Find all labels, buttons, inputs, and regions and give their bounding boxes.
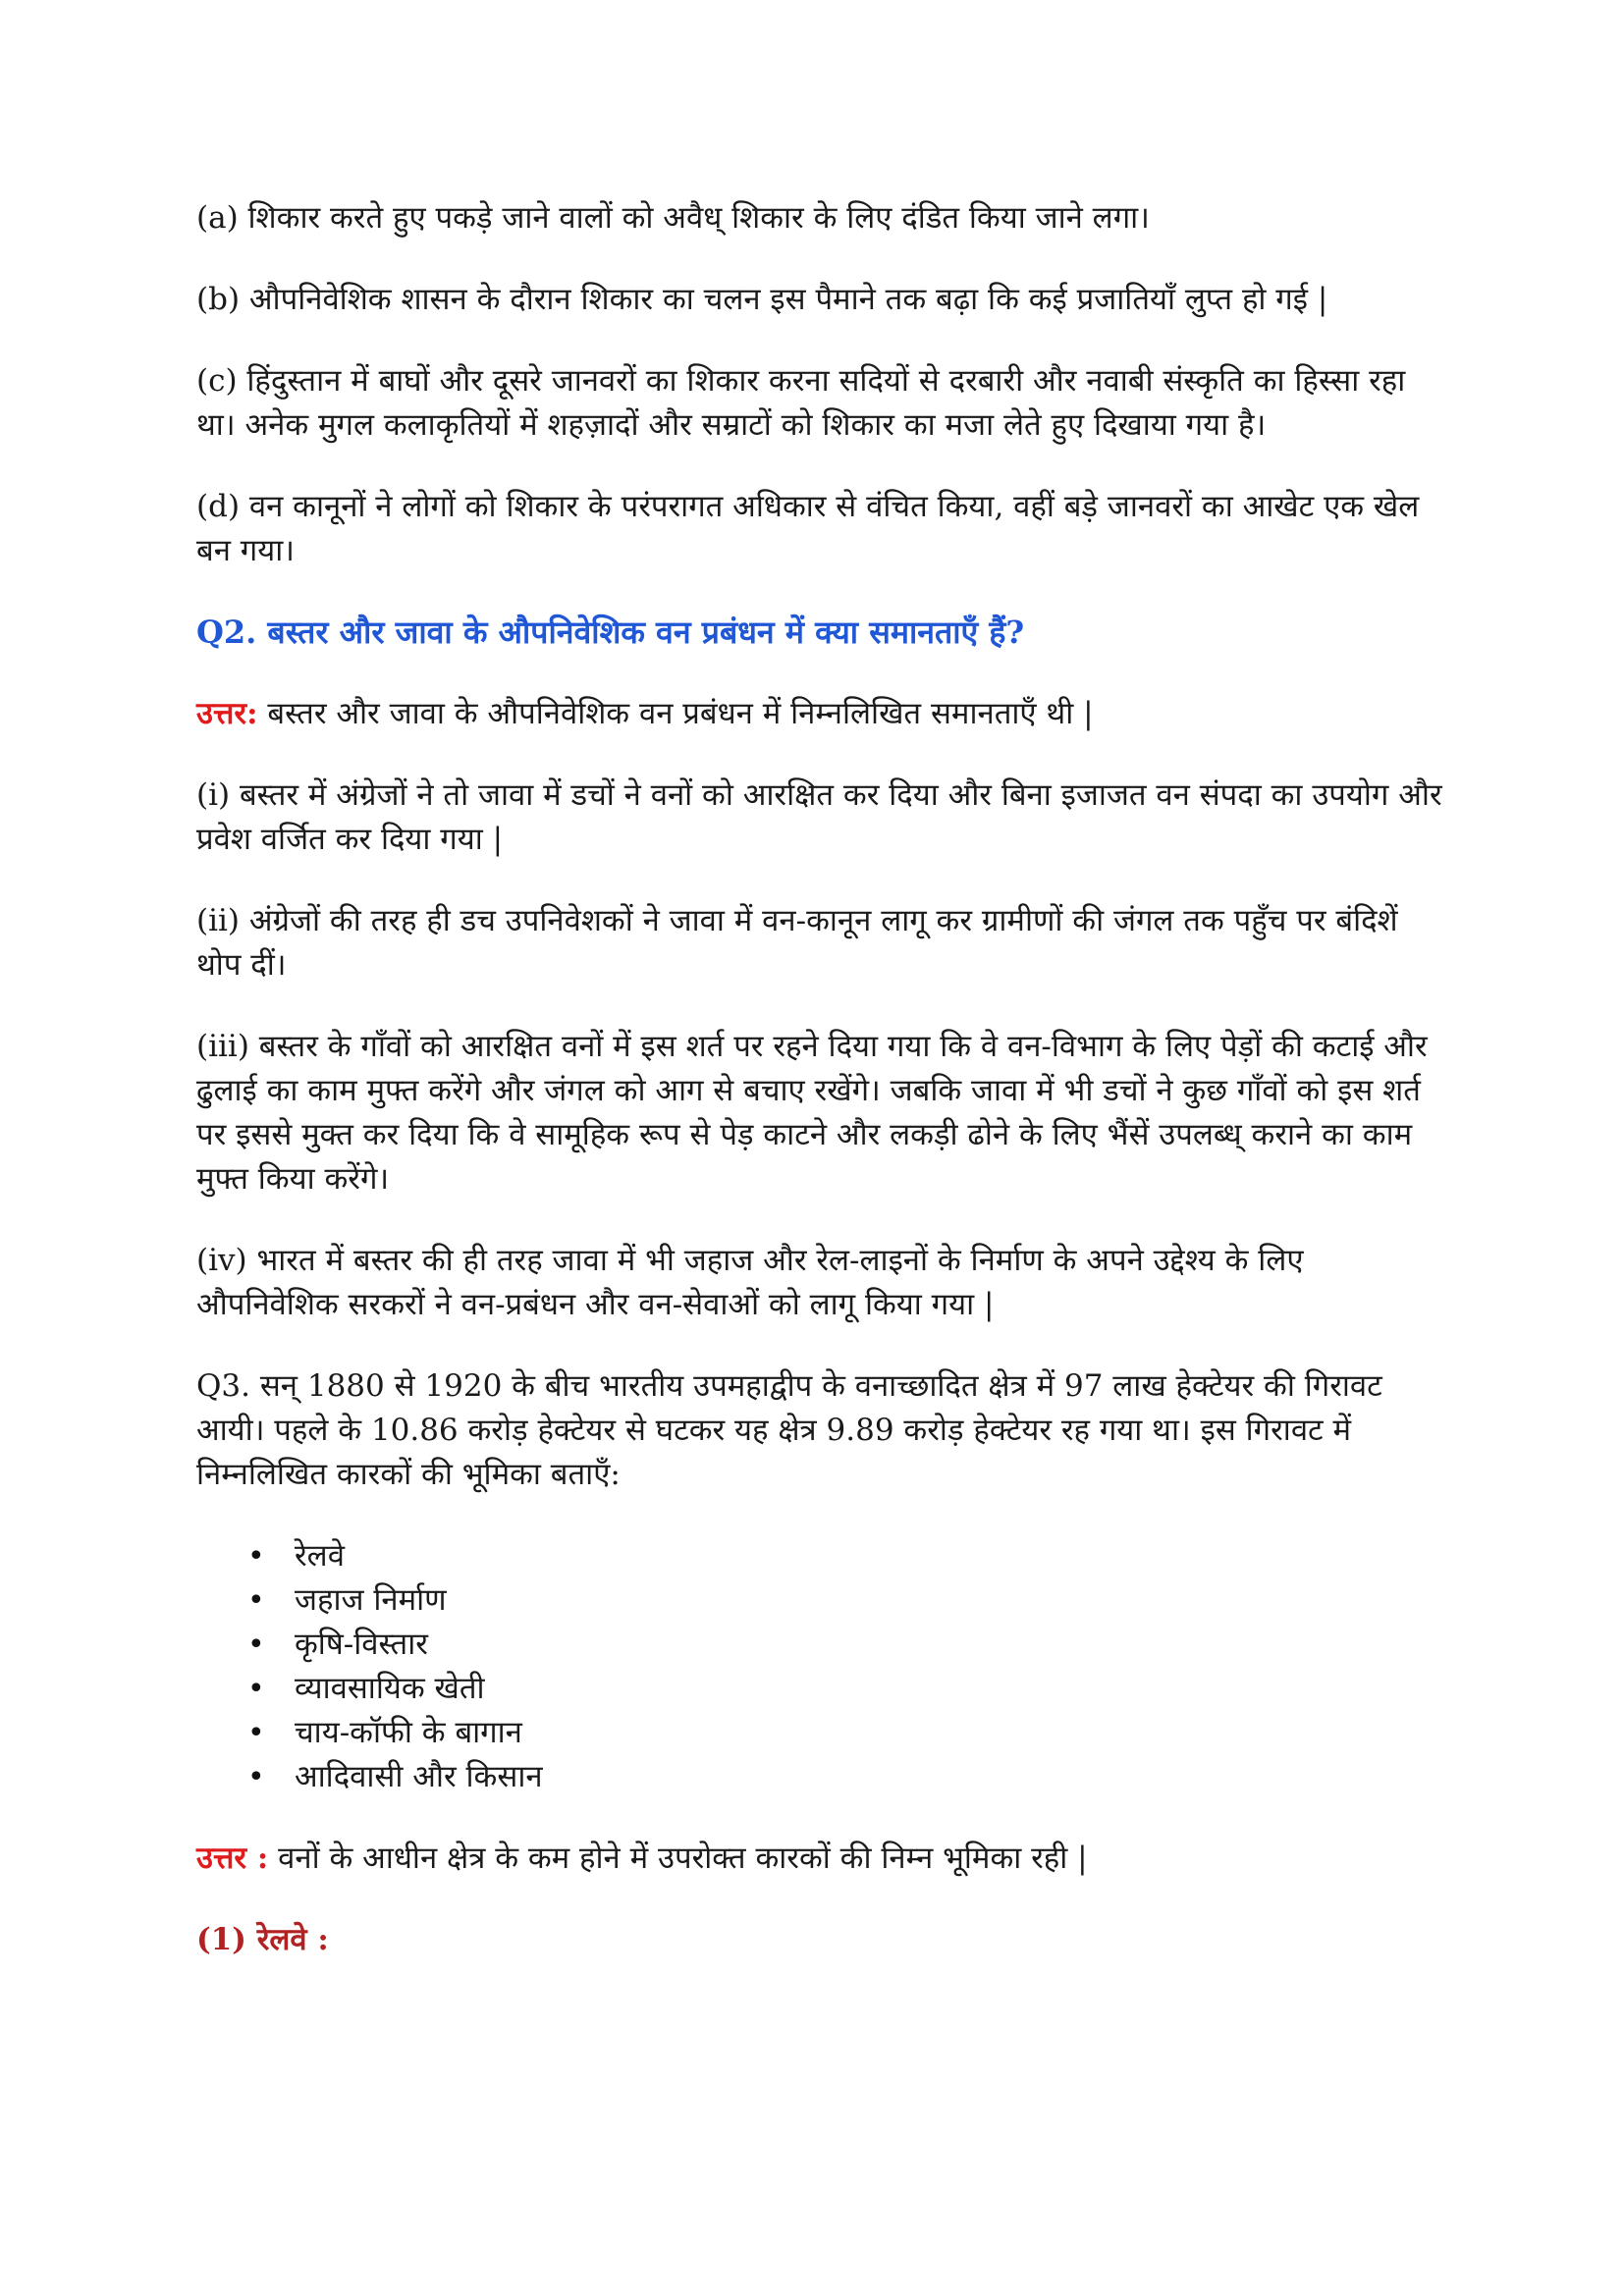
q2-point-i: (i) बस्तर में अंग्रेजों ने तो जावा में डचों ने वनों को आरक्षित कर दिया और बिना इजाजत वन संपदा का उपयोग और प्रवेश वर्जित कर दिया गया | [196,777,1442,857]
answer-label: उत्तर : [196,1841,269,1876]
paragraph-a: (a) शिकार करते हुए पकड़े जाने वालों को अवैध् शिकार के लिए दंडित किया जाने लगा। [196,200,1150,236]
q2-point-iii: (iii) बस्तर के गाँवों को आरक्षित वनों में इस शर्त पर रहने दिया गया कि वे वन-विभाग के लिए पेड़ों की कटाई और ढुलाई का काम मुफ्त करेंगे और जंगल को आग से बचाए रखेंगे। जबकि जावा में भी डचों ने कुछ गाँवों को इस शर्त पर इससे मुक्त कर दिया कि वे सामूहिक रूप से पेड़ काटने और लकड़ी ढोने के लिए भैंसें उपलब्ध् कराने का काम मुफ्त किया करेंगे। [196,1029,1428,1197]
list-item: • रेलवे [295,1534,1443,1578]
answer-label: उत्तर: [196,696,258,731]
subheading-railways: (1) रेलवे : [196,1922,329,1957]
list-item: • चाय-कॉफी के बागान [295,1711,1443,1755]
document-page [196,196,1443,2000]
question-2-answer-intro [196,692,1443,736]
paragraph-b: (b) औपनिवेशिक शासन के दौरान शिकार का चलन इस पैमाने तक बढ़ा कि कई प्रजातियाँ लुप्त हो गई | [196,282,1328,317]
paragraph-c: (c) हिंदुस्तान में बाघों और दूसरे जानवरों का शिकार करना सदियों से दरबारी और नवाबी संस्कृति का हिस्सा रहा था। अनेक मुगल कलाकृतियों में शहज़ादों और सम्राटों को शिकार का मजा लेते हुए दिखाया गया है। [196,363,1406,443]
question-3-text: Q3. सन् 1880 से 1920 के बीच भारतीय उपमहाद्वीप के वनाच्छादित क्षेत्र में 97 लाख हेक्टेयर की गिरावट आयी। पहले के 10.86 करोड़ हेक्टेयर से घटकर यह क्षेत्र 9.89 करोड़ हेक्टेयर रह गया था। इस गिरावट में निम्नलिखित कारकों की भूमिका बताएँ: [196,1368,1382,1492]
q2-point-iv: (iv) भारत में बस्तर की ही तरह जावा में भी जहाज और रेल-लाइनों के निर्माण के अपने उद्देश्य के लिए औपनिवेशिक सरकरों ने वन-प्रबंधन और वन-सेवाओं को लागू किया गया | [196,1243,1304,1322]
question-3-answer-intro [196,1837,1443,1881]
list-item: • कृषि-विस्तार [295,1623,1443,1667]
list-item: • जहाज निर्माण [295,1578,1443,1623]
list-item: • व्यावसायिक खेती [295,1667,1443,1711]
q2-point-ii: (ii) अंग्रेजों की तरह ही डच उपनिवेशकों ने जावा में वन-कानून लागू कर ग्रामीणों की जंगल तक पहुँच पर बंदिशें थोप दीं। [196,903,1398,983]
question-2-heading: Q2. बस्तर और जावा के औपनिवेशिक वन प्रबंधन में क्या समानताएँ हैं? [196,614,1025,651]
list-item: • आदिवासी और किसान [295,1755,1443,1799]
factors-list [196,1534,1443,1799]
answer-intro-text: बस्तर और जावा के औपनिवेशिक वन प्रबंधन में निम्नलिखित समानताएँ थी | [257,696,1094,731]
paragraph-d: (d) वन कानूनों ने लोगों को शिकार के परंपरागत अधिकार से वंचित किया, वहीं बड़े जानवरों का आखेट एक खेल बन गया। [196,489,1420,568]
answer-intro-text: वनों के आधीन क्षेत्र के कम होने में उपरोक्त कारकों की निम्न भूमिका रही | [268,1841,1088,1876]
